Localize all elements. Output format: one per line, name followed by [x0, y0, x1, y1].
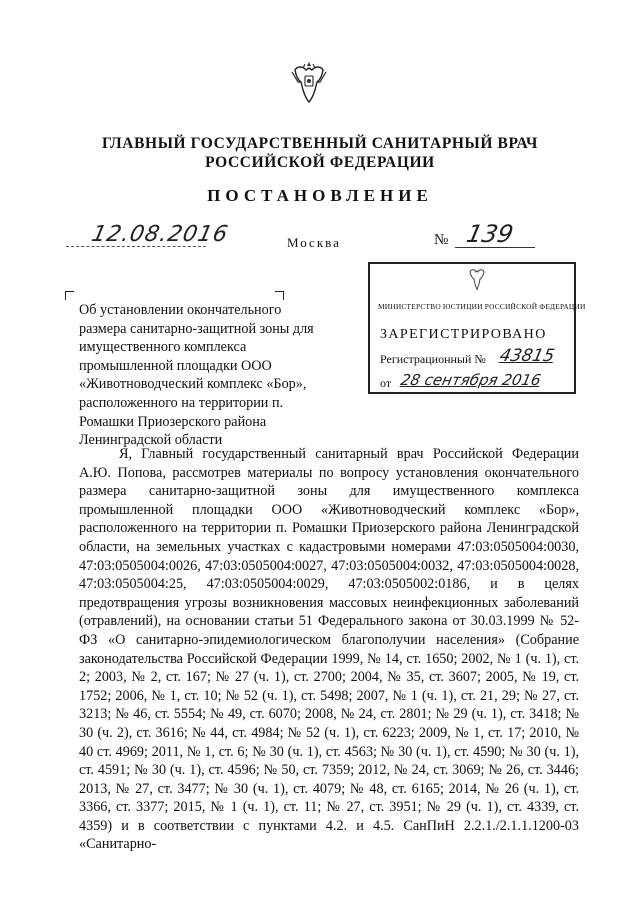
date-underline [66, 246, 206, 247]
subject-right-bracket [275, 291, 284, 300]
stamp-registered-label: ЗАРЕГИСТРИРОВАНО [380, 327, 547, 342]
document-subject: Об установлении окончательного размера санитарно-защитной зоны для имущественного комплекса промышленной площадки ООО «Животноводческий комплекс «Бор», расположенного на территории п. Ромашки Приозерского района Ленинградской области [79, 302, 314, 449]
issuer-title-line1: ГЛАВНЫЙ ГОСУДАРСТВЕННЫЙ САНИТАРНЫЙ ВРАЧ [102, 135, 538, 152]
city-label: Москва [287, 235, 341, 250]
stamp-from-label: от [380, 376, 392, 390]
stamp-ministry-name: МИНИСТЕРСТВО ЮСТИЦИИ РОССИЙСКОЙ ФЕДЕРАЦИИ [378, 302, 586, 311]
handwritten-date: 12.08.2016 [89, 222, 231, 247]
subject-left-bracket [65, 291, 74, 300]
body-paragraph: Я, Главный государственный санитарный врач Российской Федерации А.Ю. Попова, рассмотрев материалы по вопросу установления окончательного размера санитарно-защитной зоны для имущественного комплекса промышленной площадки ООО «Животноводческий комплекс «Бор», расположенного на территории п. Ромашки Приозерского района Ленинградской области, на земельных участках с кадастровыми номерами 47:03:0505004:0030, 47:03:0505004:0026, 47:03:0505004:0027, 47:03:0505004:0032, 47:03:0505004:0028, 47:03:0505004:25, 47:03:0505004:0029, 47:03:0505002:0186, и в целях предотвращения угрозы возникновения массовых неинфекционных заболеваний (отравлений), на основании статьи 51 Федерального закона от 30.03.1999 № 52-ФЗ «О санитарно-эпидемиологическом благополучии населения» (Собрание законодательства Российской Федерации 1999, № 14, ст. 1650; 2002, № 1 (ч. 1), ст. 2; 2003, № 2, ст. 167; № 27 (ч. 1), ст. 2700; 2004, № 35, ст. 3607; 2005, № 19, ст. 1752; 2006, № 1, ст. 10; № 52 (ч. 1), ст. 5498; 2007, № 1 (ч. 1), ст. 21, 29; № 27, ст. 3213; № 46, ст. 5554; № 49, ст. 6070; 2008, № 24, ст. 2801; № 29 (ч. 1), ст. 3418; № 30 (ч. 2), ст. 3616; № 44, ст. 4984; № 52 (ч. 1), ст. 6223; 2009, № 1, ст. 17; 2010, № 40 ст. 4969; 2011, № 1, ст. 6; № 30 (ч. 1), ст. 4563; № 30 (ч. 1), ст. 4590; № 30 (ч. 1), ст. 4591; № 30 (ч. 1), ст. 4596; № 50, ст. 7359; 2012, № 24, ст. 3069; № 26, ст. 3446; 2013, № 27, ст. 3477; № 30 (ч. 1), ст. 4079; № 48, ст. 6165; 2014, № 26 (ч. 1), ст. 3366, ст. 3377; 2015, № 1 (ч. 1), ст. 11; № 27, ст. 3951; № 29 (ч. 1), ст. 4339, ст. 4359) и в соответствии с пунктами 4.2. и 4.5. СанПиН 2.2.1./2.1.1.1200-03 «Санитарно- [79, 446, 579, 853]
stamp-registration-number: 43815 [497, 346, 557, 366]
stamp-emblem-icon [466, 266, 488, 292]
stamp-registration-number-label: Регистрационный № [380, 352, 486, 366]
stamp-registration-date: 28 сентября 2016 [399, 371, 543, 389]
number-sign: № [434, 232, 449, 248]
registration-stamp [368, 262, 586, 394]
coat-of-arms-emblem [289, 58, 329, 104]
document-body [79, 445, 579, 854]
document-type-title: ПОСТАНОВЛЕНИЕ [207, 186, 433, 205]
issuer-title-line2: РОССИЙСКОЙ ФЕДЕРАЦИИ [205, 154, 435, 171]
handwritten-document-number: 139 [464, 220, 516, 248]
number-underline [455, 247, 535, 248]
